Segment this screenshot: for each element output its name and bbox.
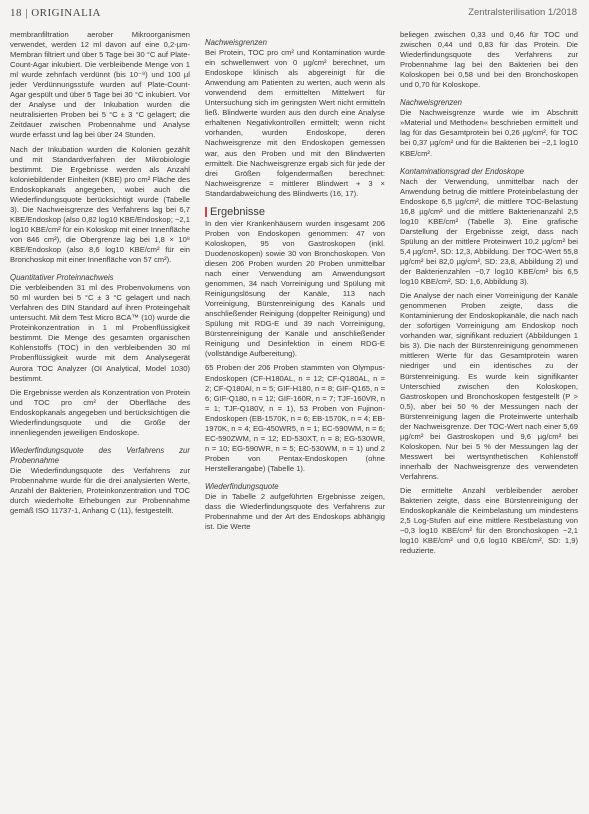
paragraph: Die Analyse der nach einer Vorreinigung der Kanäle genommenen Proben zeigte, dass die Kontaminierung der Endoskopkanäle, die nach nach der sofortigen Vorreinigung am Endoskop noch vorhanden war, signifikant reduziert (Abbildungen 1 bis 3). Die nach der Bürstenreinigung genommenen mittleren Werte für das Gesamtprotein waren niedriger und ein identisches zu der Bürstenreinigung. Es wurde kein signifikanter Unterschied zwischen den Koloskopen, Gastroskopen und Bronchoskopen festgestellt (P > 0,5), aber bei 50 % der Messungen nach der Bürstenreinigung lagen die Proteinwerte unterhalb der Nachweisgrenze. Der TOC-Wert nach einer 5,69 µg/cm² bei Gastroskopen und 9,6 µg/cm² bei Koloskopen. Nur bei 5 % der Messungen lag der Messwert bei wertsynthetischen Kohlenstoff innerhalb der Nachweisgrenze des verwendeten Verfahrens. xyxy=(400,291,578,481)
subsection-heading: Quantitativer Proteinnachweis xyxy=(10,273,114,283)
subsection-heading: Nachweisgrenzen xyxy=(205,38,267,47)
paragraph: In den vier Krankenhäusern wurden insgesamt 206 Proben von Endoskopen genommen: 47 von Koloskopen, 95 von Gastroskopen (inkl. Duodenoskopen) sowie 30 von Bronchoskopen. Von diesen 206 Proben wurden 20 Proben unmittelbar nach einer Verwendung am Anwendungsort genommen, 34 nach Vorreinigung und Spülung mit Reinigungslösung der Kanäle, 113 nach Vorreinigung, Bürstenreinigung des Kanals und anschließender Reinigung (doppelter Reinigung) und Spülung mit RDG-E und 39 nach Vorreinigung, Bürstenreinigung der Kanäle und anschließender Reinigung und Desinfektion in einem RDG-E (vollständige Aufbereitung). xyxy=(205,218,385,359)
text-column-1 xyxy=(10,30,190,520)
paragraph: Die Wiederfindungsquote des Verfahrens zur Probennahme wurde für die drei analysierten Werte, Anzahl der Bakterien, Proteinkonzentration und TOC durch wiederholte Erhebungen zur Probennahme gemäß ISO 11737-1, Anhang C (11), festgestellt. xyxy=(10,465,190,516)
paragraph: Nach der Verwendung, unmittelbar nach der Anwendung betrug die mittlere Proteinbelastung der Endoskope 6,5 µg/cm², die mittlere TOC-Belastung 16,8 µg/cm² und die mittlere Bakterienanzahl 2,5 log10 KBE/cm² (Tabelle 3). Eine grafische Darstellung der Ergebnisse zeigt, dass nach Spülung an der mittlere Proteinwert 10,2 µg/cm² bei 5,4 µg/cm², SD: 12,3, Abbildung. Der TOC-Wert 55,8 µg/cm² bei 82,0 µg/cm², SD: 23,8, Abbildung 2) und der Bakterienzahlen −0,7 log10 KBE/cm² bis 6,5 log10 KBE/cm², SD: 1,6, Abbildung 3). xyxy=(400,176,578,287)
paragraph: Die Nachweisgrenze wurde wie im Abschnitt »Material und Methoden« beschrieben ermittelt und lag für das Gesamtprotein bei 0,26 µg/cm², für TOC bei 0,37 µg/cm² und für die Bakterien bei −2,1 log10 KBE/cm². xyxy=(400,108,578,158)
paragraph: Die verbleibenden 31 ml des Probenvolumens von 50 ml wurden bei 5 °C ± 3 °C gelagert und nach Verfahren des DIN Standard auf ihren Proteingehalt untersucht. Mit dem Test Micro BCA™ (10) wurde die Proteinkonzentration in 1 ml Probenflüssigkeit bestimmt. Die Menge des gesamten organischen Kohlenstoffs (TOC) in den verbleibenden 30 ml Probenflüssigkeit wurde mit dem Analysegerät Aurora TOC Analyzer (OI Analytical, Model 1030) bestimmt. xyxy=(10,283,190,383)
text-column-2 xyxy=(205,30,385,536)
paragraph: Die ermittelte Anzahl verbleibender aerober Bakterien zeigte, dass eine Bürstenreinigung der Endoskopkanäle die Keimbelastung um mindestens 2,5 Log-Stufen auf eine mittlere Restbelastung von −0,3 log10 KBE/cm² für den Bronchoskopen −2,1 log10 KBE/cm² und 0,6 log10 KBE/cm², SD: 1,9) reduzierte. xyxy=(400,486,578,556)
paragraph: Nach der Inkubation wurden die Kolonien gezählt und mit Standardverfahren der Mikrobiologie bestimmt. Die Ergebnisse werden als Anzahl koloniebildender Einheiten (KBE) pro cm² Fläche des Endoskopkanals angegeben, wobei auch die Wiederfindungsquote berücksichtigt wurde (Tabelle 3). Die Nachweisgrenze des Verfahrens lag bei 6,7 KBE/Endoskop (also 0,82 log10 KBE/Endoskop; −2,1 log10 KBE/cm² für ein Koloskop mit einer Innenfläche von 846 cm²), die Obergrenze lag bei 1,8 × 10⁸ KBE/Endoskop (also 8,6 log10 KBE/cm² für ein Bronchoskop mit einer Innenfläche von 57 cm²). xyxy=(10,144,190,265)
subsection-heading: Wiederfindungsquote des Verfahrens zur Probennahme xyxy=(10,445,190,465)
journal-section-label: 18 | ORIGINALIA xyxy=(10,7,101,19)
paragraph: Die in Tabelle 2 aufgeführten Ergebnisse zeigen, dass die Wiederfindungsquote des Verfahrens zur Probennahme und der Art des Endoskops abhängig ist. Die Werte xyxy=(205,492,385,532)
paragraph: Die Ergebnisse werden als Konzentration von Protein und TOC pro cm² der Oberfläche des Endoskopkanals angegeben und berücksichtigen die Wiederfindungsquote und die Größe der innenliegenden jeweiligen Endoskope. xyxy=(10,387,190,437)
subsection-heading: Kontaminationsgrad der Endoskope xyxy=(400,166,524,176)
text-column-3 xyxy=(400,30,578,560)
paragraph: membranfiltration aerober Mikroorganismen verwendet, werden 12 ml davon auf eine 0,2-µm-Membran filtriert und über 5 Tage bei 30 °C auf Plate-Count-Agar inkubiert. Die verbleibende Menge von 1 ml wurde zehnfach verdünnt (bis 10⁻⁸) und 100 µl jeder Verdünnungsstufe wurden auf Plate-Count-Agar gespült und über 5 Tage bei 30 °C inkubiert. Vor der Analyse und der Inkubation wurden die neutralisierten Proben bei 5 °C ± 3 °C gelagert; die Zeitdauer zwischen Probennahme und Analyse wurde erfasst und lag bei über 24 Stunden. xyxy=(10,30,190,140)
section-heading: Ergebnisse xyxy=(205,207,385,217)
paragraph: beliegen zwischen 0,33 und 0,46 für TOC und zwischen 0,44 und 0,83 für das Protein. Die Wiederfindungsquote des Verfahrens zur Probennahme lag bei den Bakterien bei den Koloskopen bei 0,58 und bei den Bronchoskopen und 0,70 für Koloskope. xyxy=(400,30,578,90)
journal-issue-label: Zentralsterilisation 1/2018 xyxy=(468,7,577,18)
paragraph: 65 Proben der 206 Proben stammten von Olympus-Endoskopen (CF-H180AL, n = 12; CF-Q180AL, n = 2; CF-Q180AI, n = 5; GIF-H180, n = 8; GIF-Q165, n = 6; GIF-Q180, n = 12; GIF-160R, n = 7; TJF-160VR, n = 1; TJF-Q180V, n = 1), 53 Proben von Fujinon-Endoskopen (EB-1570K, n = 6; EB-1570K, n = 4; EB-1970K, n = 4; EG-450WR5, n = 1; EC-590WM, n = 6; EC-590ZWM, n = 12; ED-530XT, n = 8; EG-530WR, n = 10; EG-590WR, n = 5; EC-530WM, n = 1) und 2 Proben von Pentax-Endoskopen (ohne Herstellerangabe) (Tabelle 1). xyxy=(205,363,386,473)
paragraph: Bei Protein, TOC pro cm² und Kontamination wurde ein schwellenwert von 0 µg/cm² berechnet, um Endoskope klinisch als abgereinigt für die Anwendung am Patienten zu werten, auch wenn als vorwendend dem ermittelten Mittelwert für Untersuchung sich im geringsten Wert nicht ermitteln ließ. Blindwerte wurden aus den durch eine Analyse erhaltenen Negativkontrollen ermittelt; wenn nicht vorhanden, wurden Endoskope, deren Nachweisgrenze mit den Endoskopen gemessen war, aus den Proben und mit den Blindwerten ermittelt. Die Nachweisgrenze ergab sich für jede der drei Größen folgendermaßen berechnet: Nachweisgrenze = mittlerer Blindwert + 3 × Standardabweichung des Blindwerts (16, 17). xyxy=(205,48,385,198)
subsection-heading: Wiederfindungsquote xyxy=(205,481,279,491)
page-header xyxy=(10,7,577,25)
subsection-heading: Nachweisgrenzen xyxy=(400,98,462,108)
